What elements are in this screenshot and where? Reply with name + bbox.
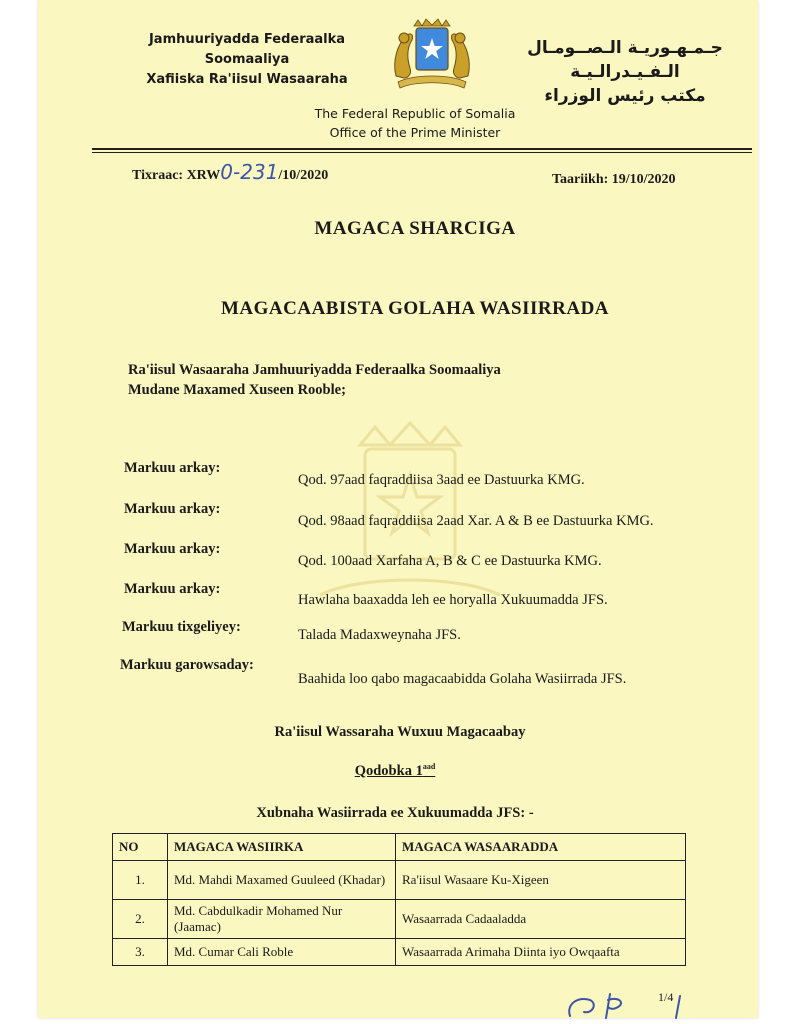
clause-label-6: Markuu garowsaday:: [120, 657, 254, 673]
clause-text-5: Talada Madaxweynaha JFS.: [298, 627, 461, 643]
reference-number: [132, 160, 328, 184]
minister-name: Md. Cabdulkadir Mohamed Nur (Jaamac): [168, 900, 396, 939]
section-heading: [310, 762, 480, 780]
clause-label-3: Markuu arkay:: [124, 541, 221, 557]
header-english-line1: The Federal Republic of Somalia: [314, 106, 516, 121]
header-somali: [112, 30, 382, 90]
column-header-no: NO: [113, 834, 168, 861]
table-row: [113, 900, 686, 939]
row-number: 3.: [113, 939, 168, 966]
section-suffix: aad: [422, 762, 436, 771]
intro-line1: Ra'iisul Wasaaraha Jamhuuriyadda Federaalka Soomaaliya: [128, 362, 501, 378]
column-header-minister: MAGACA WASIIRKA: [168, 834, 396, 861]
reference-handwritten-number: 0-231: [220, 160, 279, 184]
minister-name: Md. Mahdi Maxamed Guuleed (Khadar): [168, 861, 396, 900]
page-number: 1/4: [658, 990, 674, 1004]
header-divider: [92, 148, 752, 150]
clause-label-2: Markuu arkay:: [124, 501, 221, 517]
clause-text-6: Baahida loo qabo magacaabidda Golaha Wasiirrada JFS.: [298, 671, 627, 687]
clause-label-4: Markuu arkay:: [124, 581, 221, 597]
header-english-line2: Office of the Prime Minister: [329, 125, 501, 140]
ministry-name: Wasaarrada Arimaha Diinta iyo Owqaafta: [396, 939, 686, 966]
table-header-row: [113, 834, 686, 861]
members-heading: Xubnaha Wasiirrada ee Xukuumadda JFS: -: [256, 805, 534, 821]
header-divider-thin: [92, 152, 752, 153]
section-label: Qodobka 1: [354, 762, 423, 779]
clause-text-3: Qod. 100aad Xarfaha A, B & C ee Dastuurka KMG.: [298, 553, 602, 569]
reference-suffix: /10/2020: [278, 168, 329, 183]
clause-label-1: Markuu arkay:: [124, 460, 221, 476]
ministry-name: Ra'iisul Wasaare Ku-Xigeen: [396, 861, 686, 900]
clause-text-1: Qod. 97aad faqraddiisa 3aad ee Dastuurka KMG.: [298, 472, 585, 488]
table-row: [113, 939, 686, 966]
header-arabic-line1: جـمـهـوريـة الـصــومـال الـفـيـدرالـيـة: [527, 38, 723, 82]
header-arabic: [510, 36, 740, 108]
table-row: [113, 861, 686, 900]
header-arabic-line2: مكتب رئيس الوزراء: [544, 86, 706, 106]
ministry-name: Wasaarrada Cadaaladda: [396, 900, 686, 939]
ministers-table: [112, 833, 686, 966]
header-english: [290, 104, 540, 142]
signature-icon: [560, 990, 710, 1020]
document-date: Taariikh: 19/10/2020: [552, 172, 676, 187]
reference-prefix: Tixraac: XRW: [132, 168, 221, 183]
column-header-ministry: MAGACA WASAARADDA: [396, 834, 686, 861]
header-somali-line1: Jamhuuriyadda Federaalka Soomaaliya: [148, 32, 346, 67]
header-somali-line2: Xafiiska Ra'iisul Wasaaraha: [146, 72, 348, 87]
document-title: MAGACA SHARCIGA: [314, 218, 516, 239]
row-number: 2.: [113, 900, 168, 939]
somalia-coat-of-arms-icon: [384, 16, 480, 94]
minister-name: Md. Cumar Cali Roble: [168, 939, 396, 966]
clause-text-4: Hawlaha baaxadda leh ee horyalla Xukuumadda JFS.: [298, 592, 608, 608]
row-number: 1.: [113, 861, 168, 900]
clause-label-5: Markuu tixgeliyey:: [122, 619, 241, 635]
appointment-heading: Ra'iisul Wassaraha Wuxuu Magacaabay: [274, 724, 526, 740]
intro-line2: Mudane Maxamed Xuseen Rooble;: [128, 382, 346, 398]
document-subject: MAGACAABISTA GOLAHA WASIIRRADA: [220, 298, 610, 319]
intro-paragraph: [128, 360, 501, 400]
clause-text-2: Qod. 98aad faqraddiisa 2aad Xar. A & B ee Dastuurka KMG.: [298, 513, 654, 529]
